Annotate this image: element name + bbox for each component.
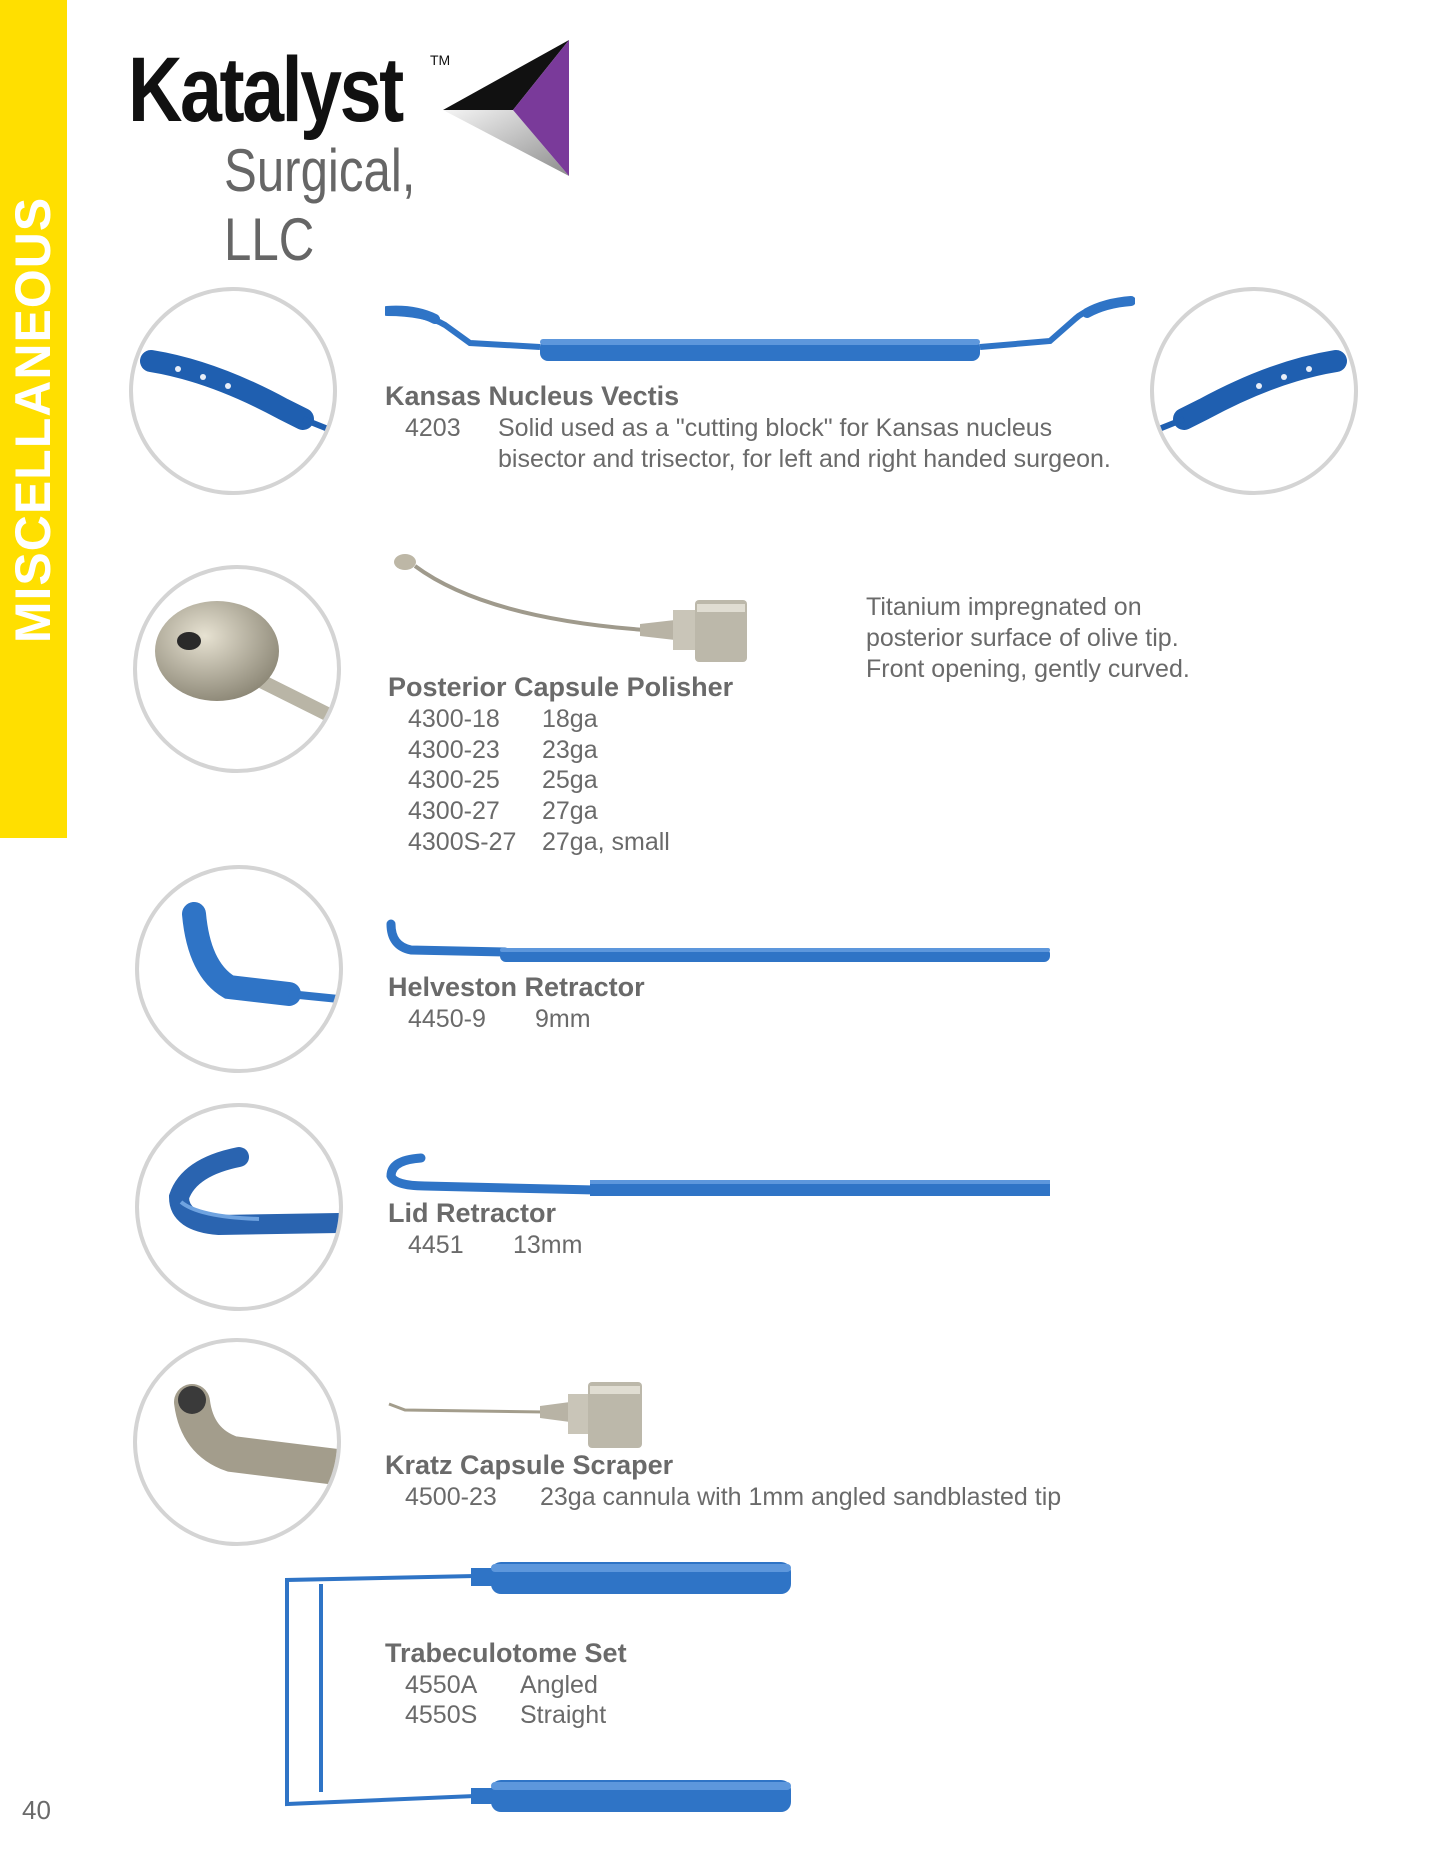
product-note <box>866 592 1266 685</box>
side-tab <box>0 0 67 838</box>
product-description: 23ga <box>542 736 598 764</box>
product-title: Kansas Nucleus Vectis <box>385 381 680 411</box>
product-title: Helveston Retractor <box>388 972 645 1002</box>
product-code: 4500-23 <box>405 1483 497 1511</box>
product-description: Angled <box>520 1671 598 1699</box>
product-description: 27ga <box>542 797 598 825</box>
polisher-instrument <box>385 548 785 668</box>
trabeculotome-instrument <box>275 1560 955 1820</box>
kratz-tip-closeup <box>133 1338 341 1546</box>
side-tab-label: MISCELLANEOUS <box>5 196 61 644</box>
vectis-tip-closeup-right <box>1150 287 1358 495</box>
product-title: Trabeculotome Set <box>385 1638 627 1668</box>
polisher-tip-closeup <box>133 565 341 773</box>
product-code: 4203 <box>405 414 461 442</box>
product-title: Posterior Capsule Polisher <box>388 672 734 702</box>
product-code: 4300-23 <box>408 736 500 764</box>
logo-triangle-icon <box>443 38 573 178</box>
logo-word: Katalyst <box>128 39 402 141</box>
product-code: 4550S <box>405 1701 478 1729</box>
product-code: 4300S-27 <box>408 828 517 856</box>
product-code: 4300-27 <box>408 797 500 825</box>
lid-retractor-instrument <box>385 1150 1055 1200</box>
note-line: Titanium impregnated on <box>866 593 1142 621</box>
product-description: 9mm <box>535 1005 591 1033</box>
product-description: 13mm <box>513 1231 583 1259</box>
product-code: 4451 <box>408 1231 464 1259</box>
product-title: Kratz Capsule Scraper <box>385 1450 674 1480</box>
product-description: 27ga, small <box>542 828 670 856</box>
helveston-tip-closeup <box>135 865 343 1073</box>
page-number: 40 <box>22 1795 51 1825</box>
logo-trademark: TM <box>430 52 451 68</box>
lid-retractor-tip-closeup <box>135 1103 343 1311</box>
note-line: Front opening, gently curved. <box>866 655 1190 683</box>
product-description: 25ga <box>542 766 598 794</box>
vectis-tip-closeup-left <box>129 287 337 495</box>
product-code: 4550A <box>405 1671 478 1699</box>
product-description: 18ga <box>542 705 598 733</box>
product-code: 4300-18 <box>408 705 500 733</box>
product-code: 4450-9 <box>408 1005 486 1033</box>
product-description: 23ga cannula with 1mm angled sandblasted tip <box>540 1483 1062 1511</box>
kratz-instrument <box>385 1368 685 1458</box>
product-description: Solid used as a "cutting block" for Kansas nucleus <box>498 414 1053 442</box>
note-line: posterior surface of olive tip. <box>866 624 1179 652</box>
product-description: Straight <box>520 1701 607 1729</box>
company-logo <box>128 38 568 273</box>
helveston-instrument <box>385 918 1055 968</box>
product-title: Lid Retractor <box>388 1198 557 1228</box>
vectis-instrument <box>385 295 1135 375</box>
product-code: 4300-25 <box>408 766 500 794</box>
logo-subtitle: Surgical, LLC <box>224 137 416 273</box>
product-description: bisector and trisector, for left and right handed surgeon. <box>498 445 1111 473</box>
